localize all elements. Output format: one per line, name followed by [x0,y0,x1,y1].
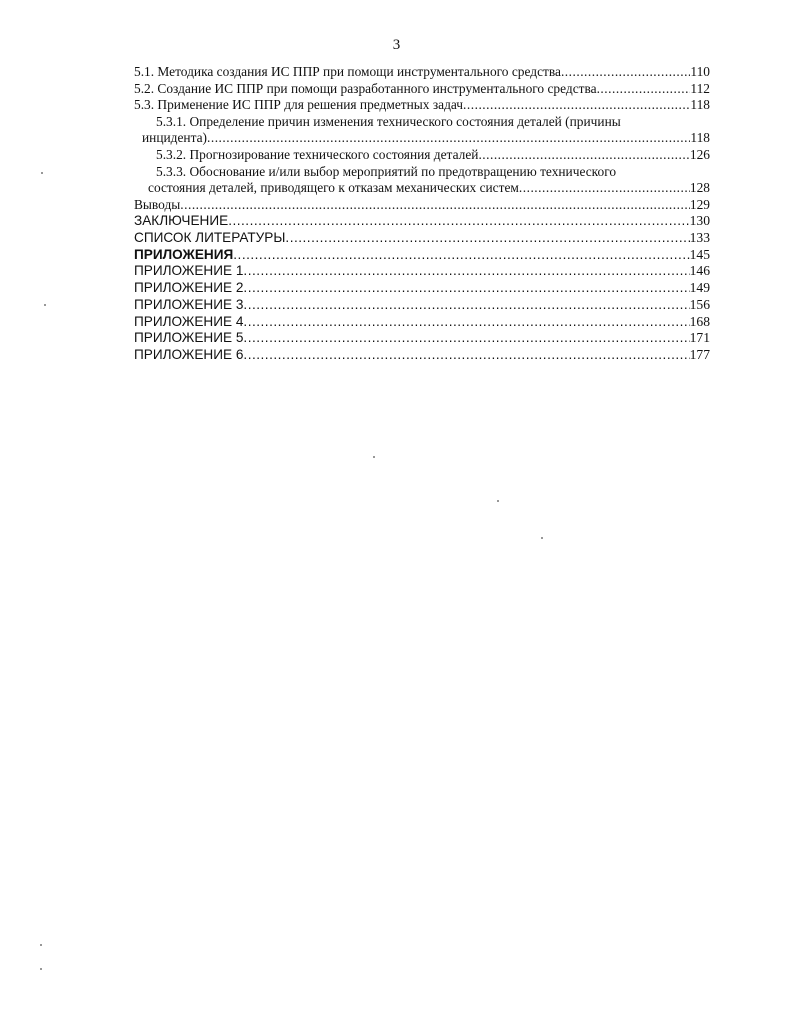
scan-speck [497,500,499,502]
toc-entry-5-3-1[interactable] [134,114,710,147]
toc-page-number: 156 [689,296,710,312]
scan-speck [541,537,543,539]
toc-page-number: 133 [689,230,710,246]
toc-entry-appendix-2[interactable] [134,280,710,297]
toc-page-number: 129 [689,196,710,212]
scan-speck [40,944,42,946]
dot-leader [243,297,689,314]
toc-entry-appendix-6[interactable] [134,347,710,364]
toc-entry-title-line1: 5.3.1. Определение причин изменения технического состояния деталей (причины [156,113,621,129]
toc-entry-title: ПРИЛОЖЕНИЯ [134,246,234,262]
toc-entry-title: СПИСОК ЛИТЕРАТУРЫ [134,230,286,246]
toc-entry-title: Выводы [134,196,181,212]
dot-leader [243,347,689,364]
dot-leader [597,81,691,98]
toc-page-number: 171 [689,330,710,346]
dot-leader [233,247,689,264]
toc-entry-title: ПРИЛОЖЕНИЕ 6 [134,346,244,362]
toc-entry-title: ПРИЛОЖЕНИЕ 3 [134,296,244,312]
toc-entry-conclusions[interactable] [134,197,710,214]
toc-entry-5-2[interactable] [134,81,710,98]
toc-entry-title-line2: состояния деталей, приводящего к отказам механических систем [148,180,519,196]
toc-entry-title-line1: 5.3.3. Обоснование и/или выбор мероприятий по предотвращению технического [156,163,617,179]
scan-speck [41,172,43,174]
toc-page-number: 146 [689,263,710,279]
toc-page-number: 112 [690,80,710,96]
toc-page-number: 149 [689,280,710,296]
toc-page-number: 128 [689,180,710,196]
dot-leader [561,64,690,81]
dot-leader [478,147,689,164]
dot-leader [243,263,689,280]
toc-entry-title: ЗАКЛЮЧЕНИЕ [134,213,229,229]
toc-page-number: 177 [689,346,710,362]
dot-leader [519,180,690,197]
toc-entry-title: 5.1. Методика создания ИС ППР при помощи инструментального средства [134,64,561,79]
toc-entry-5-3-2[interactable] [134,147,710,164]
toc-entry-5-1[interactable] [134,64,710,81]
toc-entry-title: ПРИЛОЖЕНИЕ 4 [134,313,244,329]
toc-entry-title-line2: инцидента) [142,130,208,146]
toc-entry-title: 5.2. Создание ИС ППР при помощи разработанного инструментального средства [134,80,597,96]
table-of-contents [134,64,710,364]
dot-leader [243,330,689,347]
dot-leader [243,314,689,331]
toc-page-number: 110 [690,64,710,79]
dot-leader [180,197,690,214]
toc-entry-5-3-3[interactable] [134,164,710,197]
toc-page-number: 145 [689,246,710,262]
toc-entry-appendices[interactable] [134,247,710,264]
toc-page-number: 118 [690,130,710,146]
toc-page-number: 168 [689,313,710,329]
scan-speck [373,456,375,458]
toc-page-number: 118 [690,97,710,113]
toc-entry-title: ПРИЛОЖЕНИЕ 2 [134,280,244,296]
dot-leader [285,230,689,247]
toc-entry-appendix-3[interactable] [134,297,710,314]
scan-speck [40,968,42,970]
dot-leader [228,213,689,230]
toc-entry-appendix-5[interactable] [134,330,710,347]
toc-entry-zaklyuchenie[interactable] [134,213,710,230]
dot-leader [207,130,690,147]
toc-page-number: 126 [689,146,710,162]
toc-entry-title: 5.3.2. Прогнозирование технического состояния деталей [156,146,479,162]
toc-entry-title: 5.3. Применение ИС ППР для решения предметных задач [134,97,464,113]
scan-speck [44,304,46,306]
toc-entry-references[interactable] [134,230,710,247]
page-number: 3 [392,37,401,53]
toc-page-number: 130 [689,213,710,229]
dot-leader [463,97,690,114]
toc-entry-title: ПРИЛОЖЕНИЕ 1 [134,263,244,279]
toc-entry-appendix-1[interactable] [134,263,710,280]
toc-entry-appendix-4[interactable] [134,314,710,331]
dot-leader [243,280,689,297]
toc-entry-title: ПРИЛОЖЕНИЕ 5 [134,330,244,346]
toc-entry-5-3[interactable] [134,97,710,114]
